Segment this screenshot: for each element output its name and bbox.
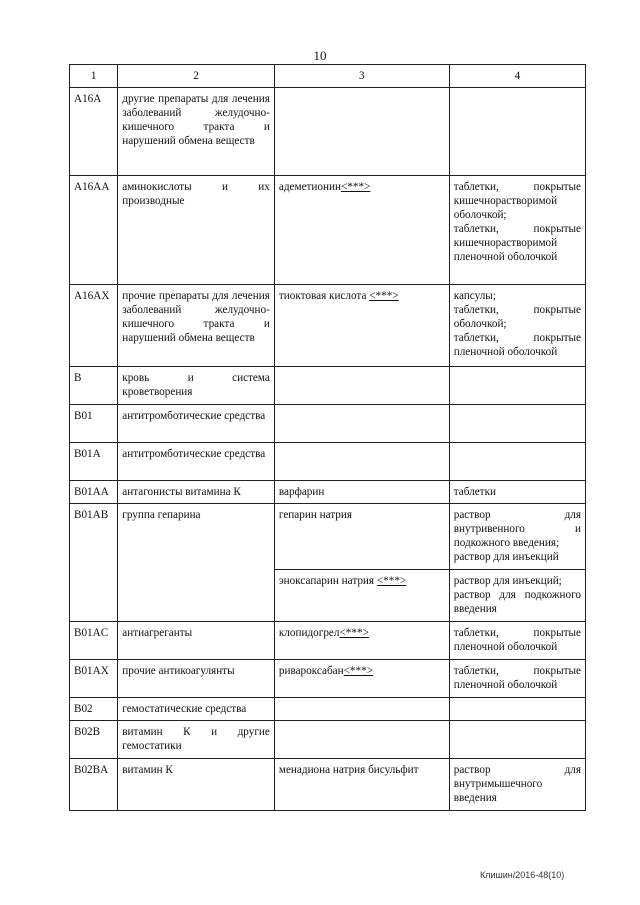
group-name: витамин К xyxy=(118,759,275,811)
dosage-form: раствор для внутримышечного введения xyxy=(449,759,585,811)
dosage-form xyxy=(449,367,585,405)
dosage-form xyxy=(449,504,585,570)
table-row xyxy=(70,443,586,481)
column-header: 4 xyxy=(449,65,585,88)
dosage-form xyxy=(449,721,585,759)
dosage-form: таблетки, покрытые пленочной оболочкой xyxy=(449,622,585,660)
atc-code: B01AX xyxy=(70,660,118,698)
dosage-form: таблетки, покрытые пленочной оболочкой xyxy=(449,660,585,698)
atc-code: B01AA xyxy=(70,481,118,504)
restriction-mark: <***> xyxy=(339,627,369,639)
table-row xyxy=(70,367,586,405)
restriction-mark: <***> xyxy=(369,290,399,302)
form-line: таблетки, покрытые оболочкой; xyxy=(453,304,581,330)
drug-label: тиоктовая кислота xyxy=(278,290,370,302)
drug-label: эноксапарин натрия xyxy=(278,575,377,587)
drug-label: ривароксабан xyxy=(278,665,344,677)
dosage-form xyxy=(449,443,585,481)
group-name: группа гепарина xyxy=(118,504,275,622)
drug-name xyxy=(274,443,449,481)
restriction-mark: <***> xyxy=(376,575,407,587)
group-name: антитромботические средства xyxy=(118,443,275,481)
atc-code: B01AC xyxy=(70,622,118,660)
table-row xyxy=(70,481,586,504)
form-line: раствор для инъекций; xyxy=(453,575,562,587)
table-row xyxy=(70,176,586,285)
form-line: раствор для внутривенного и подкожного введения; xyxy=(453,509,581,549)
atc-code: A16AA xyxy=(70,176,118,285)
group-name: антиагреганты xyxy=(118,622,275,660)
drug-name xyxy=(274,570,449,622)
dosage-form xyxy=(449,570,585,622)
dosage-form xyxy=(449,405,585,443)
dosage-form xyxy=(449,176,585,285)
atc-code: B01 xyxy=(70,405,118,443)
form-line: раствор для подкожного введения xyxy=(453,589,581,615)
group-name: гемостатические средства xyxy=(118,698,275,721)
drug-table xyxy=(69,64,586,811)
drug-name xyxy=(274,721,449,759)
restriction-mark: <***> xyxy=(343,665,374,677)
drug-name xyxy=(274,622,449,660)
group-name: аминокислоты и их производные xyxy=(118,176,275,285)
drug-label: адеметионин xyxy=(278,181,341,193)
dosage-form: таблетки xyxy=(449,481,585,504)
group-name: витамин К и другие гемостатики xyxy=(118,721,275,759)
dosage-form xyxy=(449,285,585,367)
atc-code: B02B xyxy=(70,721,118,759)
group-name: прочие препараты для лечения заболеваний желудочно-кишечного тракта и нарушений обмена веществ xyxy=(118,285,275,367)
table-row xyxy=(70,759,586,811)
column-header: 2 xyxy=(118,65,275,88)
table-row xyxy=(70,88,586,176)
form-line: таблетки, покрытые кишечнорастворимой пленочной оболочкой xyxy=(453,223,581,263)
form-line: таблетки, покрытые пленочной оболочкой xyxy=(453,332,581,358)
page-number: 10 xyxy=(313,48,327,63)
drug-name xyxy=(274,176,449,285)
drug-name: варфарин xyxy=(274,481,449,504)
form-line: таблетки, покрытые кишечнорастворимой оболочкой; xyxy=(453,181,581,221)
drug-name xyxy=(274,405,449,443)
table-row xyxy=(70,660,586,698)
group-name: прочие антикоагулянты xyxy=(118,660,275,698)
drug-name xyxy=(274,88,449,176)
drug-name: гепарин натрия xyxy=(274,504,449,570)
drug-name xyxy=(274,285,449,367)
drug-name xyxy=(274,698,449,721)
column-header: 1 xyxy=(70,65,118,88)
table-row xyxy=(70,504,586,570)
column-header: 3 xyxy=(274,65,449,88)
footer-code: Клишин/2016-48(10) xyxy=(480,870,565,880)
table-row xyxy=(70,405,586,443)
table-row xyxy=(70,285,586,367)
drug-name: менадиона натрия бисульфит xyxy=(274,759,449,811)
form-line: раствор для инъекций xyxy=(453,551,559,563)
atc-code: B02 xyxy=(70,698,118,721)
restriction-mark: <***> xyxy=(340,181,371,193)
dosage-form xyxy=(449,88,585,176)
atc-code: B xyxy=(70,367,118,405)
form-line: капсулы; xyxy=(453,290,496,302)
atc-code: A16AX xyxy=(70,285,118,367)
table-row xyxy=(70,721,586,759)
group-name: антагонисты витамина К xyxy=(118,481,275,504)
drug-name xyxy=(274,660,449,698)
atc-code: B01AB xyxy=(70,504,118,622)
dosage-form xyxy=(449,698,585,721)
group-name: другие препараты для лечения заболеваний желудочно-кишечного тракта и нарушений обмена веществ xyxy=(118,88,275,176)
table-header-row xyxy=(70,65,586,88)
atc-code: A16A xyxy=(70,88,118,176)
table-row xyxy=(70,698,586,721)
group-name: кровь и система кроветворения xyxy=(118,367,275,405)
atc-code: B02BA xyxy=(70,759,118,811)
drug-label: клопидогрел xyxy=(278,627,340,639)
group-name: антитромботические средства xyxy=(118,405,275,443)
drug-name xyxy=(274,367,449,405)
atc-code: B01A xyxy=(70,443,118,481)
table-row xyxy=(70,622,586,660)
